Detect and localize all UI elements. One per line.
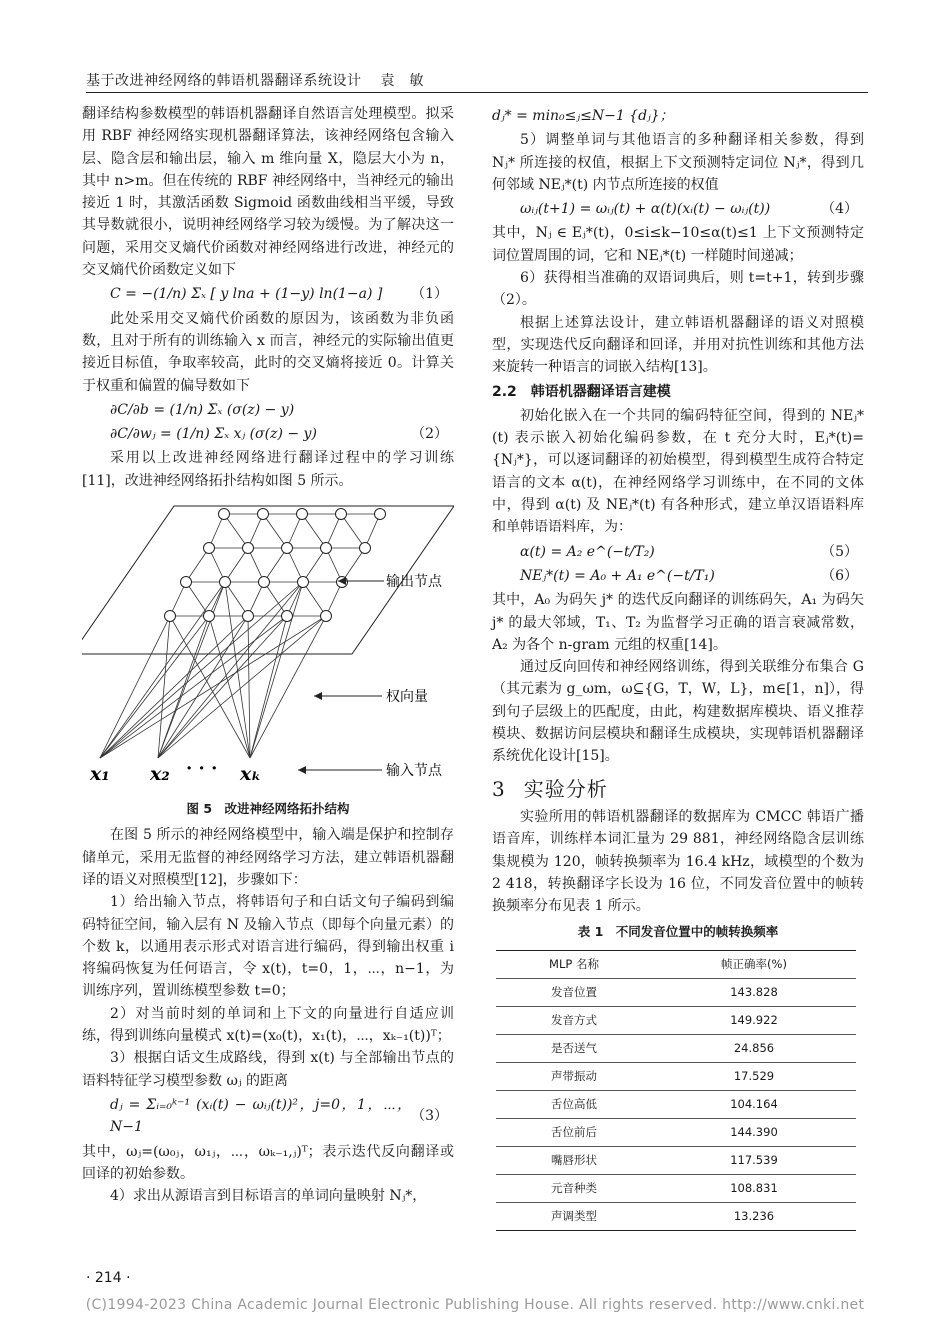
accuracy-cell: 104.164: [652, 1090, 856, 1118]
equation-body: dⱼ = Σᵢ₌₀ᵏ⁻¹ (xᵢ(t) − ωᵢⱼ(t))²，j=0，1，⋯，N−1: [110, 1096, 412, 1136]
output-node: [243, 543, 254, 554]
weight-edge: [158, 616, 287, 758]
output-node: [282, 611, 293, 622]
output-node: [297, 509, 308, 520]
output-node: [219, 509, 230, 520]
paragraph: 通过反向回传和神经网络训练，得到关联维分布集合 G（其元素为 g_ωm，ω⊆{G，T，W，L}，m∈[1，n]），得到句子层级上的匹配度，由此，构建数据库模块、语义推荐模块、数据访问层模块和翻译生成模块，实现韩语机器翻译系统优化设计[15]。: [492, 659, 864, 765]
weight-edge: [250, 582, 303, 758]
figure-5: [82, 496, 454, 796]
input-x1: x₁: [90, 763, 110, 786]
table-row: [496, 978, 856, 1006]
output-node: [282, 543, 293, 554]
paragraph: 初始化嵌入在一个共同的编码特征空间，得到的 NEⱼ*(t) 表示嵌入初始化编码参数，在 t 充分大时，Eⱼ*(t)={Nⱼ*}，可以逐词翻译的初始模型，得到模型生成符合特定语言的文本 α(t)，在神经网络学习训练中，在不同的文体中，得到 α(t) 及 NEⱼ*(t) 有各种形式，建立单汉语语料库和单韩语语料库，为：: [492, 407, 864, 536]
output-node: [220, 577, 231, 588]
paragraph: 4）求出从源语言到目标语言的单词向量映射 Nⱼ*，: [110, 1188, 427, 1205]
equation-number: （2）: [411, 426, 448, 443]
equation-6: [492, 565, 864, 587]
mlp-name-cell: 嘴唇形状: [496, 1146, 652, 1174]
table-row: [496, 1174, 856, 1202]
input-ellipsis: · · ·: [186, 758, 218, 780]
column-header: MLP 名称: [496, 950, 652, 978]
output-node: [321, 611, 332, 622]
section-number: 3: [492, 776, 506, 801]
equation-body: C = −(1/n) Σₓ [ y lna + (1−y) ln(1−a) ]: [110, 286, 383, 303]
paragraph: 其中，ωⱼ=(ω₀ⱼ，ω₁ⱼ，⋯，ωₖ₋₁,ⱼ)ᵀ；表示迭代反向翻译或回译的初始参数。: [82, 1143, 454, 1182]
weight-edge: [100, 616, 209, 758]
lattice-edge: [302, 514, 326, 548]
lattice-edge: [303, 582, 326, 616]
header-title: 基于改进神经网络的韩语机器翻译系统设计: [86, 73, 362, 89]
accuracy-cell: 24.856: [652, 1034, 856, 1062]
column-header: 帧正确率(%): [652, 950, 856, 978]
accuracy-cell: 13.236: [652, 1202, 856, 1230]
output-node: [204, 543, 215, 554]
label-input-nodes: 输入节点: [386, 763, 442, 780]
header-author: 袁 敏: [380, 73, 424, 89]
table-row: [496, 1146, 856, 1174]
table-row: [496, 1118, 856, 1146]
input-x2: x₂: [150, 763, 170, 786]
input-arrowhead: [298, 766, 306, 774]
mlp-name-cell: 元音种类: [496, 1174, 652, 1202]
equation-3: [82, 1094, 454, 1139]
page-number: · 214 ·: [86, 1270, 131, 1286]
weight-edge: [250, 616, 326, 758]
weight-edge: [100, 616, 287, 758]
equation-number: （4）: [821, 201, 858, 218]
mlp-name-cell: 发音方式: [496, 1006, 652, 1034]
equation-body: ωᵢⱼ(t+1) = ωᵢⱼ(t) + α(t)(xᵢ(t) − ωᵢⱼ(t)): [520, 201, 771, 218]
equation-body: ∂C/∂b = (1/n) Σₓ (σ(z) − y): [110, 401, 295, 418]
equation-min: [492, 105, 864, 127]
output-node: [204, 611, 215, 622]
mlp-name-cell: 舌位前后: [496, 1118, 652, 1146]
label-weight-vector: 权向量: [386, 689, 428, 706]
lattice-edge: [225, 548, 248, 582]
lattice-edge: [342, 548, 365, 582]
right-column: [492, 103, 864, 1231]
section-title: 实验分析: [523, 776, 608, 801]
weight-edge: [158, 582, 303, 758]
section-2-2-heading: 2.2 韩语机器翻译语言建模: [492, 383, 671, 400]
copyright-footer: (C)1994-2023 China Academic Journal Electronic Publishing House. All rights reserved. http://www.cnki.net: [85, 1297, 865, 1313]
lattice-edge: [224, 514, 248, 548]
lattice-edge: [225, 582, 248, 616]
lattice-edge: [263, 514, 287, 548]
mlp-name-cell: 是否送气: [496, 1034, 652, 1062]
equation-body: NEⱼ*(t) = A₀ + A₁ e^(−t/T₁): [520, 567, 715, 584]
output-node: [181, 577, 192, 588]
output-node: [165, 611, 176, 622]
output-node: [259, 577, 270, 588]
equation-2a: [82, 399, 454, 421]
mlp-name-cell: 声带振动: [496, 1062, 652, 1090]
equation-number: （3）: [411, 1108, 448, 1125]
input-xk: xₖ: [240, 763, 262, 786]
section-3-heading: [492, 778, 864, 800]
figure-caption: 图 5 改进神经网络拓扑结构: [186, 801, 350, 817]
paragraph: 根据上述算法设计，建立韩语机器翻译的语义对照模型，实现迭代反向翻译和回译，并用对抗性训练和其他方法来旋转一种语言的词嵌入结构[13]。: [492, 314, 864, 376]
equation-number: （1）: [411, 286, 448, 303]
output-node: [375, 509, 386, 520]
paragraph: 3）根据白话文生成路线，得到 x(t) 与全部输出节点的语料特征学习模型参数 ωⱼ 的距离: [82, 1050, 454, 1089]
weight-edge: [100, 616, 248, 758]
table-row: [496, 1062, 856, 1090]
equation-number: （5）: [821, 543, 858, 560]
equation-body: dⱼ* = min₀≤ⱼ≤N−1 {dⱼ}；: [492, 108, 674, 124]
table-header-row: [496, 950, 856, 978]
table-body: [496, 978, 856, 1230]
accuracy-cell: 117.539: [652, 1146, 856, 1174]
equation-1: [82, 283, 454, 305]
output-node: [336, 509, 347, 520]
weight-edge: [100, 616, 326, 758]
network-topology-diagram: [82, 496, 454, 796]
output-node: [298, 577, 309, 588]
lattice-edge: [303, 548, 326, 582]
weight-arrowhead: [314, 692, 322, 700]
lattice-edge: [186, 548, 209, 582]
output-node: [360, 543, 371, 554]
table-row: [496, 1090, 856, 1118]
equation-4: [492, 198, 864, 220]
equation-5: [492, 541, 864, 563]
mlp-name-cell: 舌位高低: [496, 1090, 652, 1118]
lattice-edge: [341, 514, 365, 548]
paragraph: 翻译结构参数模型的韩语机器翻译自然语言处理模型。拟采用 RBF 神经网络实现机器翻译算法，该神经网络包含输入层、隐含层和输出层，输入 m 维向量 X，隐层大小为 n，其中 n>m。但在传统的 RBF 神经网络中，当神经元的输出接近 1 时，其激活函数 Sigmoid 函数曲线相当平缓，导致其导数就很小，说明神经网络学习较为缓慢。为了解决这一问题，采用交叉熵代价函数对神经网络进行改进，神经元的交叉熵代价函数定义如下: [82, 106, 454, 279]
accuracy-cell: 143.828: [652, 978, 856, 1006]
network-edges: [100, 514, 380, 758]
accuracy-cell: 144.390: [652, 1118, 856, 1146]
weight-edge: [248, 616, 250, 758]
equation-2b: [82, 423, 454, 445]
weight-edge: [209, 616, 250, 758]
table-caption: 表 1 不同发音位置中的帧转换频率: [577, 924, 779, 940]
equation-body: α(t) = A₂ e^(−t/T₂): [520, 543, 655, 560]
accuracy-cell: 17.529: [652, 1062, 856, 1090]
paragraph: 采用以上改进神经网络进行翻译过程中的学习训练[11]，改进神经网络拓扑结构如图 5 所示。: [82, 450, 454, 489]
paragraph: 5）调整单词与其他语言的多种翻译相关参数，得到 Nⱼ* 所连接的权值，根据上下文预测特定词位 Nⱼ*，得到几何邻域 NEⱼ*(t) 内节点所连接的权值: [492, 132, 864, 193]
accuracy-cell: 108.831: [652, 1174, 856, 1202]
header-rule: [86, 92, 868, 93]
mlp-name-cell: 发音位置: [496, 978, 652, 1006]
weight-edge: [100, 582, 225, 758]
equation-body: ∂C/∂wⱼ = (1/n) Σₓ xⱼ (σ(z) − y): [110, 426, 317, 443]
label-output-nodes: 输出节点: [386, 574, 442, 591]
paragraph: 其中，Nⱼ ∈ Eⱼ*(t)，0≤i≤k−10≤α(t)≤1 上下文预测特定词位置周围的词，它和 NEⱼ*(t) 一样随时间递减；: [492, 225, 864, 264]
table-row: [496, 1006, 856, 1034]
weight-edge: [250, 616, 287, 758]
output-node: [258, 509, 269, 520]
paragraph: 实验所用的韩语机器翻译的数据库为 CMCC 韩语广播语音库，训练样本词汇量为 29 881，神经网络隐含层训练集规模为 120，帧转换频率为 16.4 kHz，域模型的个数为 2 418，转换翻译字长设为 16 位，不同发音位置中的帧转换频率分布见表 1 所示。: [492, 808, 864, 915]
weight-edge: [225, 582, 250, 758]
output-node: [243, 611, 254, 622]
paragraph: 在图 5 所示的神经网络模型中，输入端是保护和控制存储单元，采用无监督的神经网络学习方法，建立韩语机器翻译的语义对照模型[12]，步骤如下：: [82, 827, 454, 888]
paragraph: 6）获得相当准确的双语词典后，则 t=t+1，转到步骤（2）。: [492, 270, 864, 309]
lattice-edge: [186, 582, 209, 616]
weight-edge: [158, 616, 248, 758]
table-row: [496, 1202, 856, 1230]
lattice-edge: [264, 548, 287, 582]
paragraph: 此处采用交叉熵代价函数的原因为，该函数为非负函数，且对于所有的训练输入 x 而言，神经元的实际输出值更接近目标值，争取率较高，此时的交叉熵将接近 0。计算关于权重和偏置的偏导数如下: [82, 310, 454, 394]
left-column: [82, 103, 454, 1207]
output-node: [321, 543, 332, 554]
table-row: [496, 1034, 856, 1062]
table-1: [496, 950, 856, 1231]
paragraph: 2）对当前时刻的单词和上下文的向量进行自适应训练，得到训练向量模式 x(t)=(x₀(t)，x₁(t)，⋯，xₖ₋₁(t))ᵀ；: [82, 1005, 454, 1045]
paragraph: 其中，A₀ 为码矢 j* 的迭代反向翻译的训练码矢，A₁ 为码矢 j* 的最大邻域，T₁、T₂ 为监督学习正确的语言衰减常数，A₂ 为各个 n-gram 元组的权重[14]。: [492, 592, 864, 653]
accuracy-cell: 149.922: [652, 1006, 856, 1034]
paragraph: 1）给出输入节点，将韩语句子和白话文句子编码到编码特征空间，输入层有 N 及输入节点（即每个向量元素）的个数 k，以通用表示形式对语言进行编码，得到输出权重 i 将编码恢复为任何语言，令 x(t)，t=0，1，⋯，n−1，为训练序列，置训练模型参数 t=0；: [82, 894, 454, 1000]
running-header: [86, 70, 868, 90]
mlp-name-cell: 声调类型: [496, 1202, 652, 1230]
equation-number: （6）: [821, 567, 858, 584]
